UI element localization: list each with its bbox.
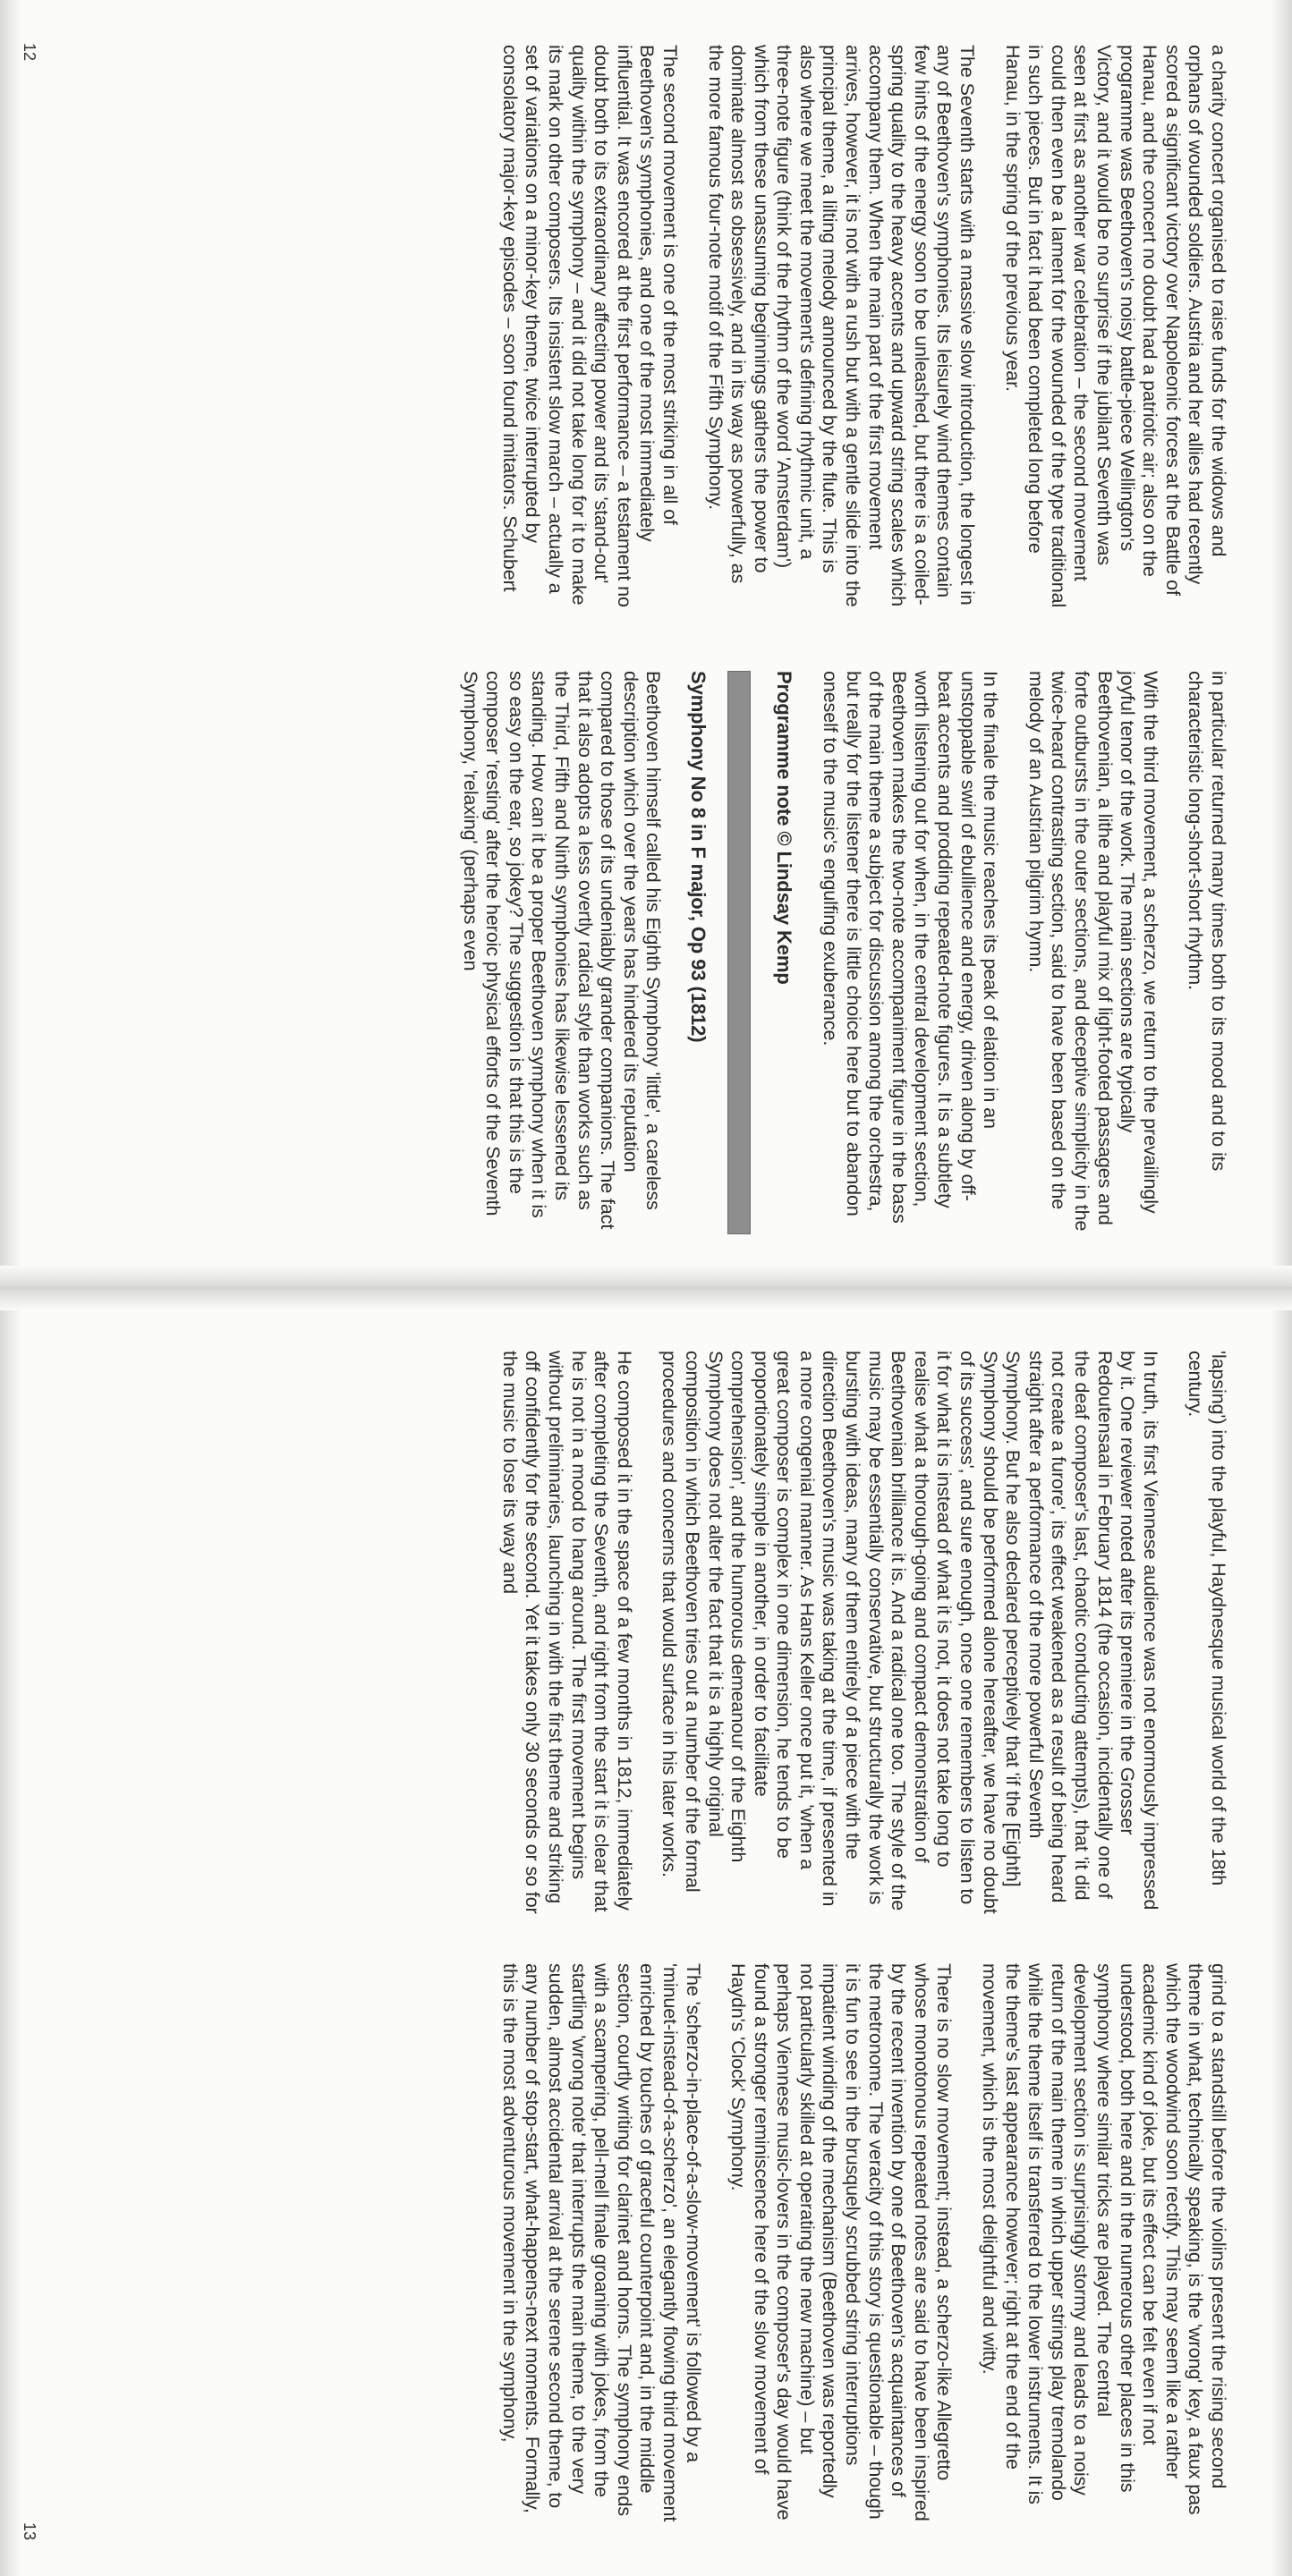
page-number-left: 12 <box>21 43 38 62</box>
column-2 <box>436 671 1229 1234</box>
section-divider-bar <box>727 671 751 1234</box>
paragraph: He composed it in the space of a few months in 1812, immediately after completing the Seventh, and right from the start it is clear that he is not in a mood to hang around. The first movement begins without preliminaries, launching in with the first theme and striking off confidently for the second. Yet it takes only 30 seconds or so for the music to lose its way and <box>498 1351 635 1914</box>
column-3 <box>475 1351 1229 1914</box>
paragraph: In truth, its first Viennese audience was not enormously impressed by it. One reviewer noted after its premiere in the Grosser Redoutensaal in February 1814 (the occasion, incidentally one of the deaf composer's last, chaotic conducting attempts), that 'it did not create a furore', its effect weakened as a result of being heard straight after a performance of the more powerful Seventh Symphony. But he also declared perceptively that 'if the [Eighth] Symphony should be performed alone hereafter, we have no doubt of its success', and sure enough, once one remembers to listen to it for what it is instead of what it is not, it does not take long to realise what a thorough-going and compact demonstration of Beethovenian brilliance it is. And a radical one too. The style of the music may be essentially conservative, but structurally the work is bursting with ideas, many of them entirely of a piece with the direction Beethoven's music was taking at the time, if presented in a more congenial manner. As Hans Keller once put it, 'when a great composer is complex in one dimension, he tends to be proportionately simple in another, in order to facilitate comprehension', and the humorous demeanour of the Eighth Symphony does not alter the fact that it is a highly original composition in which Beethoven tries out a number of the formal procedures and concerns that would surface in his later works. <box>659 1351 1161 1914</box>
paragraph: The second movement is one of the most striking in all of Beethoven's symphonies, and one of the most immediately influential. It was encored at the first performance – a testament no doubt both to its extraordinary affecting power and its 'stand-out' quality within the symphony – and it did not take long for it to make its mark on other composers. Its insistent slow march – actually a set of variations on a minor-key theme, twice interrupted by consolatory major-key episodes – soon found imitators. Schubert <box>498 45 681 607</box>
paragraph: With the third movement, a scherzo, we return to the prevailingly joyful tenor of the work. The main sections are typically Beethovenian, a lithe and playful mix of light-footed passages and forte outbursts in the outer sections, and deceptive simplicity in the twice-heard contrasting section, said to have been based on the melody of an Austrian pilgrim hymn. <box>1024 671 1161 1232</box>
page-gutter <box>0 1266 1292 1310</box>
column-4 <box>475 1963 1229 2527</box>
paragraph: The Seventh starts with a massive slow introduction, the longest in any of Beethoven's symphonies. Its leisurely wind themes contain few hints of the energy soon to be unleashed, but there is a coiled-spring quality to the heavy accents and upward string scales which accompany them. When the main part of the first movement arrives, however, it is not with a rush but with a gentle slide into the principal theme, a lilting melody announced by the flute. This is also where we meet the movement's defining rhythmic unit, a three-note figure (think of the rhythm of the word 'Amsterdam') which from these unassuming beginnings gathers the power to dominate almost as obsessively, and in its way as powerfully, as the more famous four-note motif of the Fifth Symphony. <box>704 45 979 607</box>
paragraph: Beethoven himself called his Eighth Symphony 'little', a careless description which over the years has hindered its reputation compared to those of its undeniably grander companions. The fact that it also adopts a less overtly radical style than works such as the Third, Fifth and Ninth symphonies has likewise lessened its standing. How can it be a proper Beethoven symphony when it is so easy on the ear, so jokey? The suggestion is that this is the composer 'resting' after the heroic physical efforts of the Seventh Symphony, 'relaxing' (perhaps even <box>459 671 665 1230</box>
symphony-heading: Symphony No 8 in F major, Op 93 (1812) <box>686 671 710 1043</box>
paragraph: In the finale the music reaches its peak of elation in an unstoppable swirl of ebullience and energy, driven along by off-beat accents and prodding repeated-note figures. It is a subtlety worth listening out for when, in the central development section, Beethoven makes the two-note accompaniment figure in the bass of the main theme a subject for discussion among the orchestra, but really for the listener there is little choice here but to abandon oneself to the music's engulfing exuberance. <box>820 671 1002 1224</box>
paragraph: There is no slow movement; instead, a scherzo-like Allegretto whose monotonous repeated notes are said to have been inspired by the recent invention by one of Beethoven's acquaintances of the metronome. The veracity of this story is questionable – though it is fun to see in the brusquely scrubbed string interruptions impatient winding of the mechanism (Beethoven was reportedly not particularly skilled at operating the new machine) – but perhaps Viennese music-lovers in the composer's day would have found a stronger reminiscence here of the slow movement of Haydn's 'Clock' Symphony. <box>727 1963 956 2521</box>
paragraph: The 'scherzo-in-place-of-a-slow-movement' is followed by a 'minuet-instead-of-a-scherzo', an elegantly flowing third movement enriched by touches of graceful counterpoint and, in the middle section, courtly writing for clarinet and horns. The symphony ends with a scampering, pell-mell finale groaning with jokes, from the startling 'wrong note' that interrupts the main theme, to the very sudden, almost accidental arrival at the serene second theme, to any number of stop-start, what-happens-next moments. Formally, this is the most adventurous movement in the symphony, <box>498 1963 704 2522</box>
page-number-right: 13 <box>21 2522 38 2541</box>
paragraph: grind to a standstill before the violins present the rising second theme in what, technically speaking, is the 'wrong' key, a faux pas which the woodwind soon rectify. This may seem like a rather academic kind of joke, but its effect can be felt even if not understood, both here and in the numerous other places in this symphony where similar tricks are played. The central development section is surprisingly stormy and leads to a noisy return of the main theme in which upper strings play tremolando while the theme itself is transferred to the lower instruments. It is the theme's last appearance however; right at the end of the movement, which is the most delightful and witty. <box>979 1963 1229 2515</box>
paragraph: in particular returned many times both to its mood and to its characteristic long-short-short rhythm. <box>1185 671 1229 1172</box>
paragraph: a charity concert organised to raise funds for the widows and orphans of wounded soldiers. Austria and her allies had recently scored a significant victory over Napoleonic forces at the Battle of Hanau, and the concert no doubt had a patriotic air; also on the programme was Beethoven's noisy battle-piece Wellington's Victory, and it would be no surprise if the jubilant Seventh was seen at first as another war celebration – the second movement could then even be a lament for the wounded of the type traditional in such pieces. But in fact it had been completed long before Hanau, in the spring of the previous year. <box>1001 45 1229 608</box>
programme-note-credit: Programme note © Lindsay Kemp <box>773 671 796 985</box>
column-1 <box>475 45 1229 608</box>
paragraph: 'lapsing') into the playful, Haydnesque musical world of the 18th century. <box>1185 1351 1229 1886</box>
